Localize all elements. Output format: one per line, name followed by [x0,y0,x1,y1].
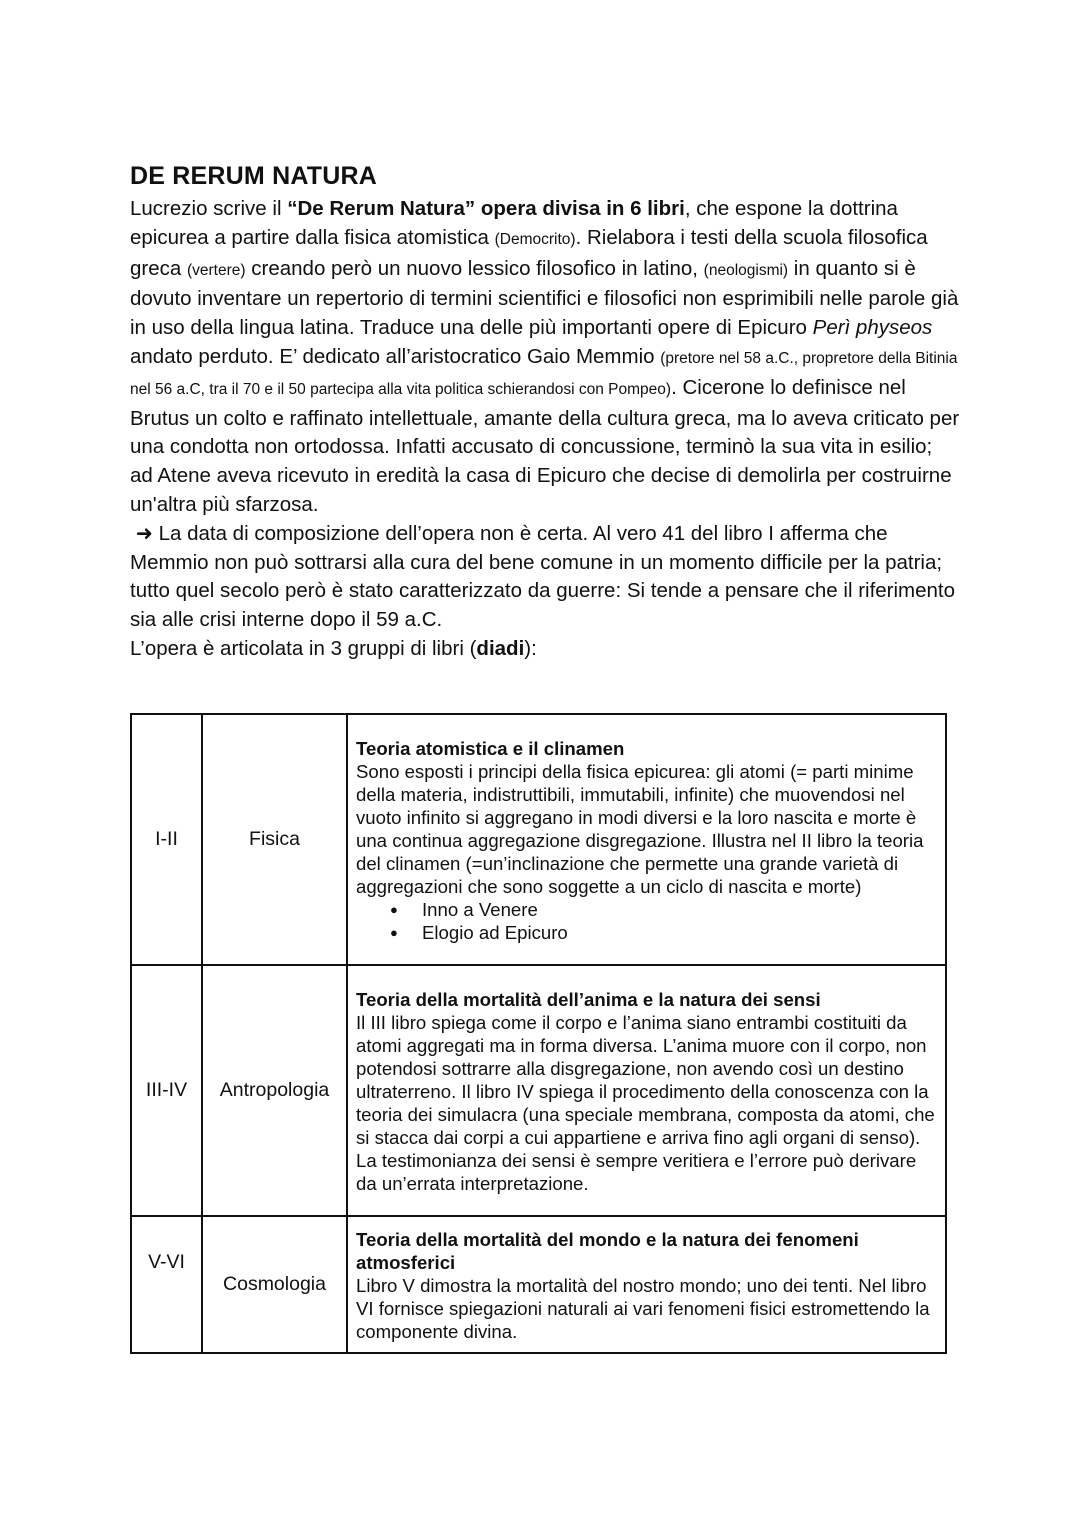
arrow-icon: ➜ [135,521,153,545]
table-row [131,965,946,1216]
intro-text-2: , che espone la dottrina epicurea a partire dalla fisica atomistica [130,197,898,249]
intro-text-3: . Rielabora i testi della scuola filosofica greca [130,225,928,280]
area-cell: Fisica [202,714,347,965]
structure-tail: ): [524,636,537,660]
row-heading: Teoria della mortalità dell’anima e la natura dei sensi [356,989,821,1011]
books-cell: I-II [131,714,202,965]
list-item: ● Inno a Venere [390,899,937,922]
table-row [131,1216,946,1353]
composition-text: La data di composizione dell’opera non è certa. Al vero 41 del libro I afferma che Memmio non può sottrarsi alla cura del bene comune in un momento difficile per la patria; tutto quel secolo però è stato caratterizzato da guerre: Si tende a pensare che il riferimento sia alle crisi interne dopo il 59 a.C. [130,521,956,632]
intro-bold-title: “De Rerum Natura” opera divisa in 6 libri [287,197,685,220]
row-body: Libro V dimostra la mortalità del nostro mondo; uno dei tenti. Nel libro VI fornisce spiegazioni naturali ai vari fenomeni fisici estromettendo la componente divina. [356,1274,930,1342]
row-heading: Teoria atomistica e il clinamen [356,738,625,760]
content-cell [347,965,946,1216]
list-item: ● Elogio ad Epicuro [390,922,937,945]
row-heading: Teoria della mortalità del mondo e la natura dei fenomeni atmosferici [356,1229,859,1273]
intro-text-6: andato perduto. E’ dedicato all’aristocratico Gaio Memmio [130,344,661,368]
intro-note-democrito: (Democrito) [494,230,576,248]
document-body [130,162,960,664]
intro-text-7: . Cicerone lo definisce nel Brutus un colto e raffinato intellettuale, amante della cultura greca, ma lo aveva criticato per una condotta non ortodossa. Infatti accusato di concussione, terminò la sua vita in esilio; ad Atene aveva ricevuto in eredità la casa di Epicuro che decise di demolirla per costruirne un'altra più sfarzosa. [130,375,960,516]
row-body: Il III libro spiega come il corpo e l’anima siano entrambi costituiti da atomi aggregati ma in forma diversa. L’anima muore con il corpo, non potendosi sottrarre alla disgregazione, non avendo così un destino ultraterreno. Il libro IV spiega il procedimento della conoscenza con la teoria dei simulacra (una speciale membrana, composta da atomi, che si stacca dai corpi a cui appartiene e arriva fino agli organi di senso). La testimonianza dei sensi è sempre veritiera e l’errore può derivare da un’errata interpretazione. [356,1012,935,1194]
structure-paragraph [130,635,960,664]
intro-note-memmio: (pretore nel 58 a.C., propretore della Bitinia nel 56 a.C, tra il 70 e il 50 partecipa alla vita politica schierandosi con Pompeo) [130,349,958,398]
diadi-table [130,713,947,1354]
row-body: Sono esposti i principi della fisica epicurea: gli atomi (= parti minime della materia, indistruttibili, immutabili, infinite) che muovendosi nel vuoto infinito si aggregano in modi diversi e la loro nascita e morte è una continua aggregazione disgregazione. Illustra nel II libro la teoria del clinamen (=un’inclinazione che permette una grande varietà di aggregazioni che sono soggette a un ciclo di nascita e morte) [356,761,924,897]
page-title: DE RERUM NATURA [130,162,377,190]
area-cell: Antropologia [202,965,347,1216]
books-cell: V-VI [131,1216,202,1353]
intro-note-vertere: (vertere) [186,261,246,279]
intro-text-4: creando però un nuovo lessico filosofico in latino, [245,256,704,280]
bullet-list [356,899,937,945]
intro-paragraph [130,195,960,520]
content-cell [347,1216,946,1353]
composition-paragraph [130,520,960,635]
intro-italic-peri-physeos: Perì physeos [812,316,933,340]
area-cell: Cosmologia [202,1216,347,1353]
structure-bold-diadi: diadi [476,636,525,660]
table-row [131,714,946,965]
content-cell [347,714,946,965]
intro-text-5: in quanto si è dovuto inventare un repertorio di termini scientifici e filosofici non esprimibili nelle parole già in uso della lingua latina. Traduce una delle più importanti opere di Epicuro [130,256,959,340]
structure-lead: L’opera è articolata in 3 gruppi di libri ( [130,636,477,660]
intro-note-neologismi: (neologismi) [703,261,789,279]
intro-text-1: Lucrezio scrive il [130,197,288,220]
books-cell: III-IV [131,965,202,1216]
